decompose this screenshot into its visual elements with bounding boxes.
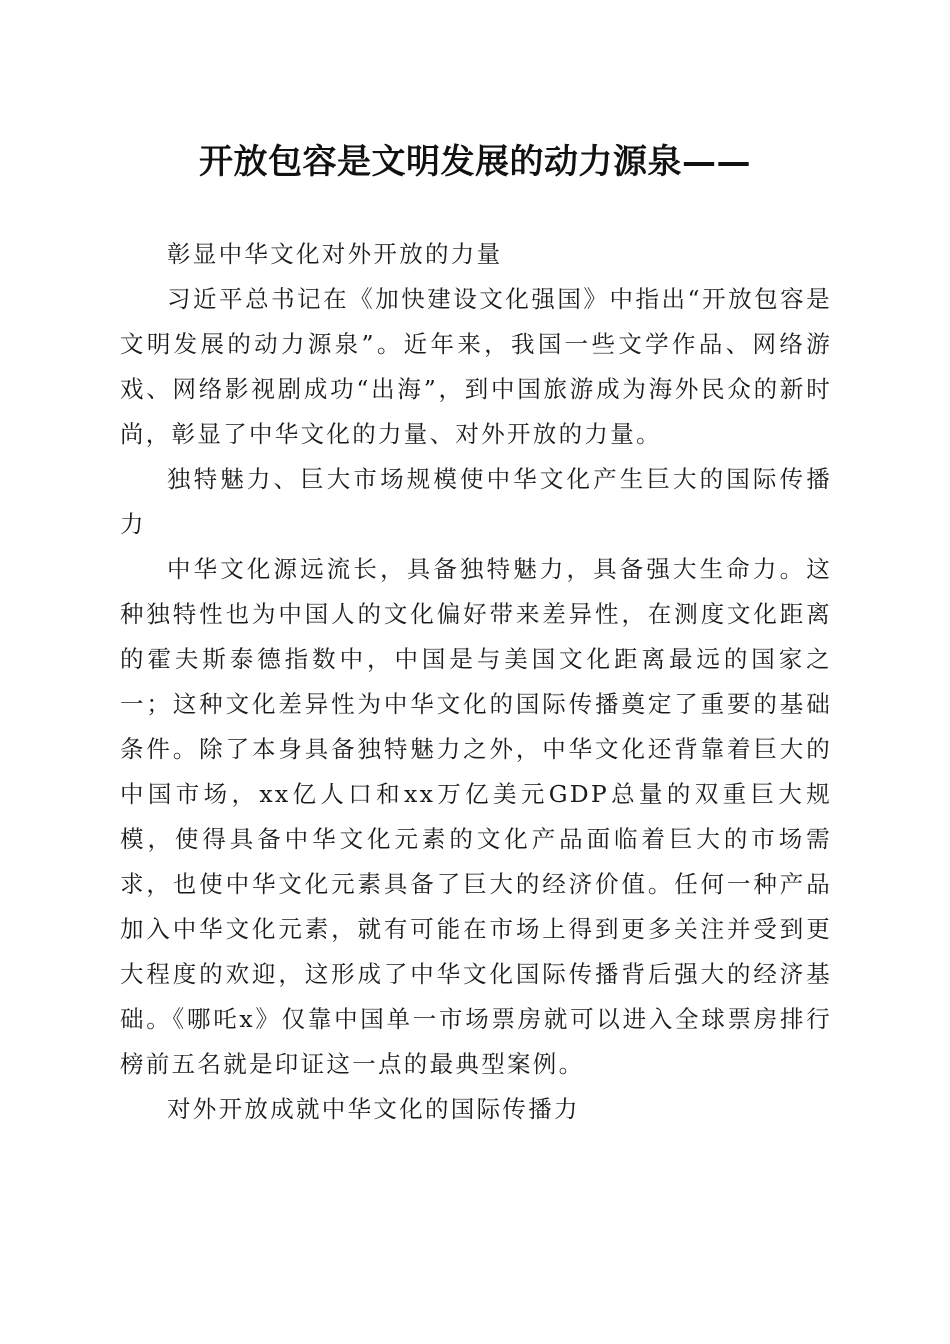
document-body	[120, 232, 832, 1132]
paragraph-heading-2: 对外开放成就中华文化的国际传播力	[167, 1095, 580, 1123]
paragraph-heading-1: 独特魅力、巨大市场规模使中华文化产生巨大的国际传播力	[120, 465, 832, 538]
paragraph-body-1: 中华文化源远流长，具备独特魅力，具备强大生命力。这种独特性也为中国人的文化偏好带来差异性，在测度文化距离的霍夫斯泰德指数中，中国是与美国文化距离最远的国家之一；这种文化差异性为中华文化的国际传播奠定了重要的基础条件。除了本身具备独特魅力之外，中华文化还背靠着巨大的中国市场，xx亿人口和xx万亿美元GDP总量的双重巨大规模，使得具备中华文化元素的文化产品面临着巨大的市场需求，也使中华文化元素具备了巨大的经济价值。任何一种产品加入中华文化元素，就有可能在市场上得到更多关注并受到更大程度的欢迎，这形成了中华文化国际传播背后强大的经济基础。《哪吒x》仅靠中国单一市场票房就可以进入全球票房排行榜前五名就是印证这一点的最典型案例。	[120, 555, 832, 1078]
paragraph-intro: 习近平总书记在《加快建设文化强国》中指出“开放包容是文明发展的动力源泉”。近年来，我国一些文学作品、网络游戏、网络影视剧成功“出海”，到中国旅游成为海外民众的新时尚，彰显了中华文化的力量、对外开放的力量。	[120, 285, 832, 448]
document-title: 开放包容是文明发展的动力源泉——	[199, 142, 751, 182]
paragraph-subtitle: 彰显中华文化对外开放的力量	[167, 240, 503, 268]
